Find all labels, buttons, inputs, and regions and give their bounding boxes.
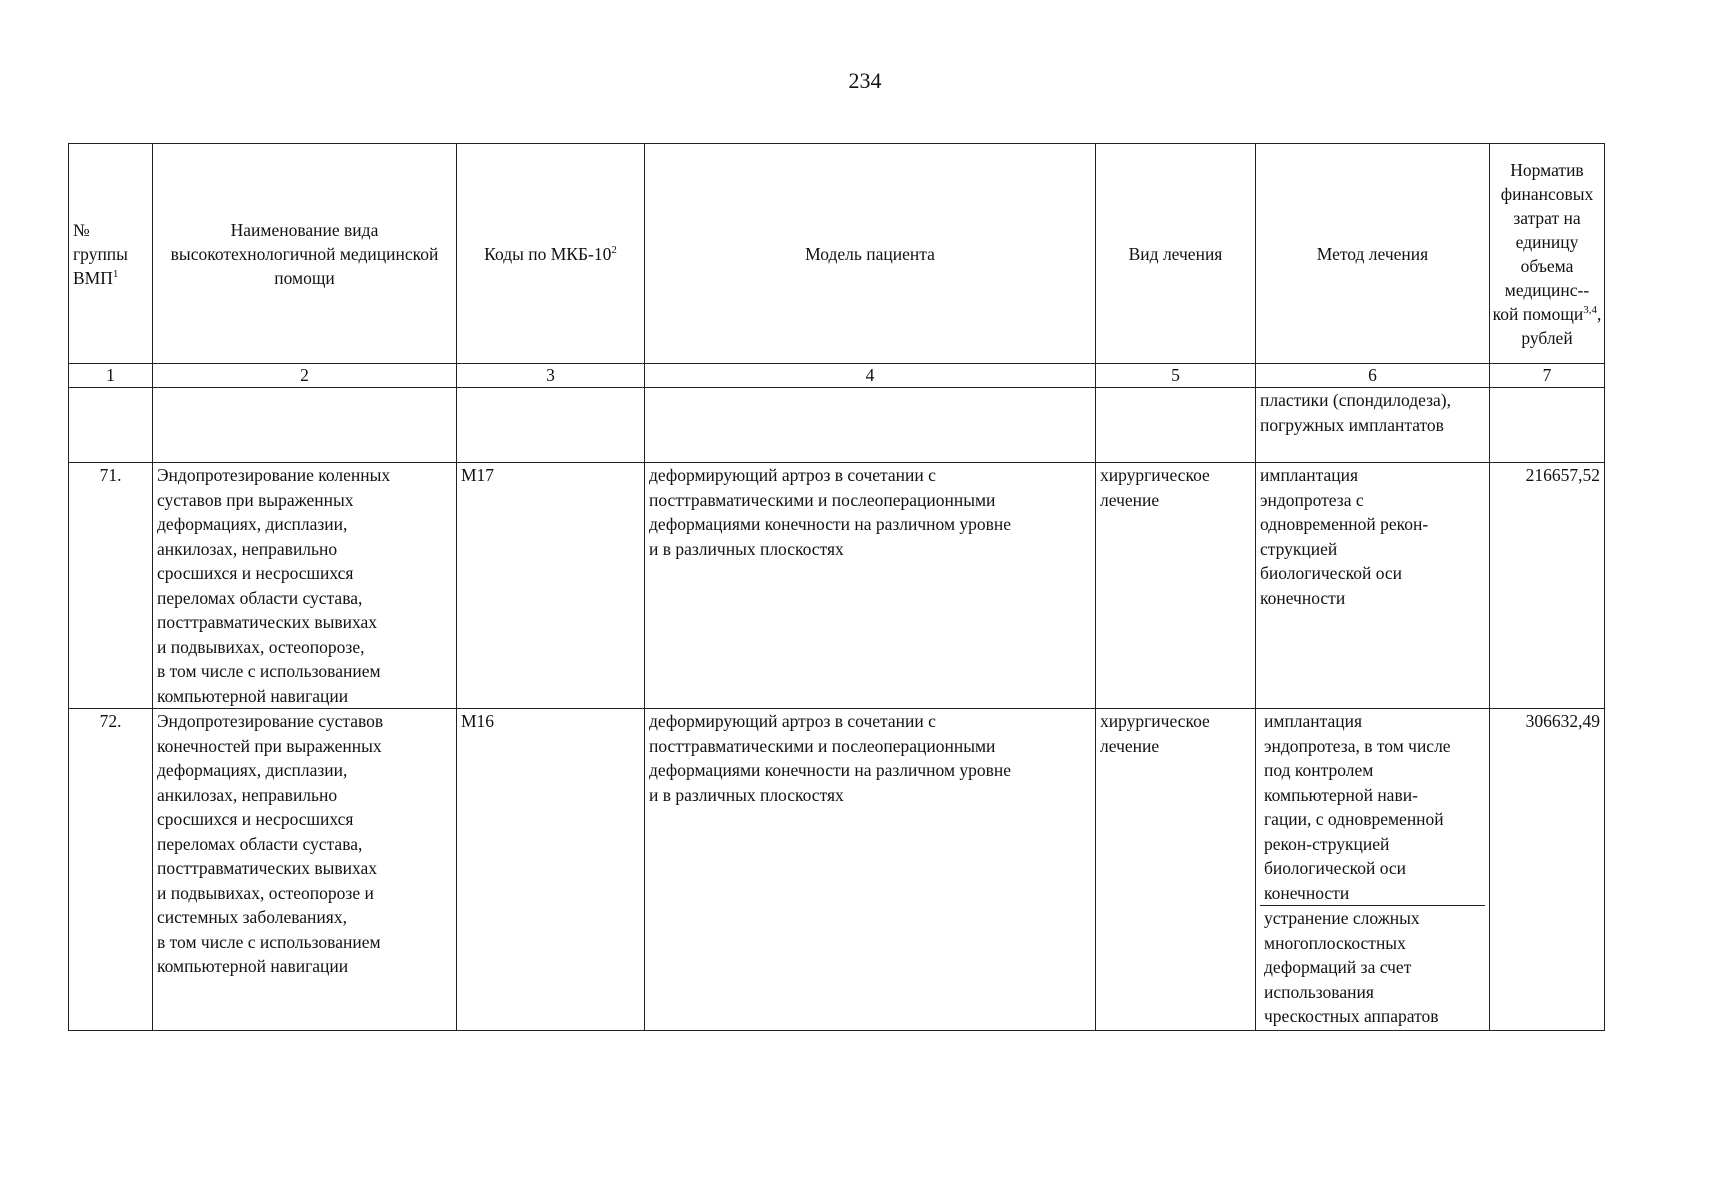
column-number-1: 1 bbox=[69, 364, 153, 388]
row-72-method-1: имплантация эндопротеза, в том числе под контролем компьютерной нави- гации, с одновременной рекон-струкцией биологической оси конечности bbox=[1260, 709, 1485, 906]
row-72-methods bbox=[1256, 709, 1490, 1031]
header-patient-model bbox=[645, 144, 1096, 364]
row-71-method: имплантация эндопротеза с одновременной рекон- струкцией биологической оси конечности bbox=[1256, 463, 1490, 709]
column-number-4: 4 bbox=[645, 364, 1096, 388]
header-group-number-line1: № bbox=[73, 219, 90, 240]
column-number-2: 2 bbox=[153, 364, 457, 388]
table-header-row bbox=[69, 144, 1605, 364]
row-72-group: 72. bbox=[69, 709, 153, 1031]
header-care-type-name bbox=[153, 144, 457, 364]
column-number-3: 3 bbox=[457, 364, 645, 388]
header-treatment-type bbox=[1096, 144, 1256, 364]
header-group-number-line2: группы bbox=[73, 243, 128, 264]
continuation-row bbox=[69, 388, 1605, 463]
continuation-cell-5 bbox=[1096, 388, 1256, 463]
header-group-number-footnote: 1 bbox=[112, 267, 119, 280]
continuation-method: пластики (спондилодеза), погружных имплантатов bbox=[1256, 388, 1490, 463]
row-71-codes: M17 bbox=[457, 463, 645, 709]
row-71-treatment: хирургическое лечение bbox=[1096, 463, 1256, 709]
row-71-name: Эндопротезирование коленных суставов при выраженных деформациях, дисплазии, анкилозах, неправильно сросшихся и несросшихся переломах области сустава, посттравматических вывихах и подвывихах, остеопорозе, в том числе с использованием компьютерной навигации bbox=[153, 463, 457, 709]
row-72-model: деформирующий артроз в сочетании с посттравматическими и послеоперационными деформациями конечности на различном уровне и в различных плоскостях bbox=[645, 709, 1096, 1031]
continuation-cell-1 bbox=[69, 388, 153, 463]
header-icd-codes-footnote: 2 bbox=[611, 243, 617, 256]
page-number: 234 bbox=[848, 68, 882, 93]
header-group-number bbox=[69, 144, 153, 364]
column-number-5: 5 bbox=[1096, 364, 1256, 388]
row-71-group: 71. bbox=[69, 463, 153, 709]
header-treatment-method bbox=[1256, 144, 1490, 364]
header-patient-model-text: Модель пациента bbox=[805, 243, 935, 264]
continuation-cell-3 bbox=[457, 388, 645, 463]
header-icd-codes bbox=[457, 144, 645, 364]
header-icd-codes-text: Коды по МКБ-10 bbox=[484, 243, 612, 264]
header-treatment-method-text: Метод лечения bbox=[1316, 243, 1429, 264]
header-cost-norm-footnote: 3,4 bbox=[1583, 303, 1597, 316]
continuation-cell-2 bbox=[153, 388, 457, 463]
header-treatment-type-text: Вид лечения bbox=[1128, 243, 1223, 264]
column-number-row bbox=[69, 364, 1605, 388]
row-71-model: деформирующий артроз в сочетании с посттравматическими и послеоперационными деформациями конечности на различном уровне и в различных плоскостях bbox=[645, 463, 1096, 709]
row-72-treatment: хирургическое лечение bbox=[1096, 709, 1256, 1031]
table-row bbox=[69, 709, 1605, 1031]
continuation-cell-4 bbox=[645, 388, 1096, 463]
column-number-6: 6 bbox=[1256, 364, 1490, 388]
row-71-norm: 216657,52 bbox=[1490, 463, 1605, 709]
vmp-table bbox=[68, 143, 1605, 1031]
column-number-7: 7 bbox=[1490, 364, 1605, 388]
header-cost-norm-tail: , рублей bbox=[1521, 303, 1602, 348]
header-cost-norm-text: Норматив финансовых затрат на единицу объема медицинс-- кой помощи bbox=[1492, 159, 1594, 324]
continuation-cell-7 bbox=[1490, 388, 1605, 463]
row-72-codes: M16 bbox=[457, 709, 645, 1031]
row-72-norm: 306632,49 bbox=[1490, 709, 1605, 1031]
row-72-method-2: устранение сложных многоплоскостных деформаций за счет использования чрескостных аппаратов bbox=[1264, 908, 1439, 1026]
row-72-name: Эндопротезирование суставов конечностей при выраженных деформациях, дисплазии, анкилозах, неправильно сросшихся и несросшихся переломах области сустава, посттравматических вывихах и подвывихах, остеопорозе и системных заболеваниях, в том числе с использованием компьютерной навигации bbox=[153, 709, 457, 1031]
header-cost-norm bbox=[1490, 144, 1605, 364]
header-group-number-line3: ВМП bbox=[73, 267, 113, 288]
table-row bbox=[69, 463, 1605, 709]
header-care-type-name-text: Наименование вида высокотехнологичной медицинской помощи bbox=[170, 219, 439, 288]
